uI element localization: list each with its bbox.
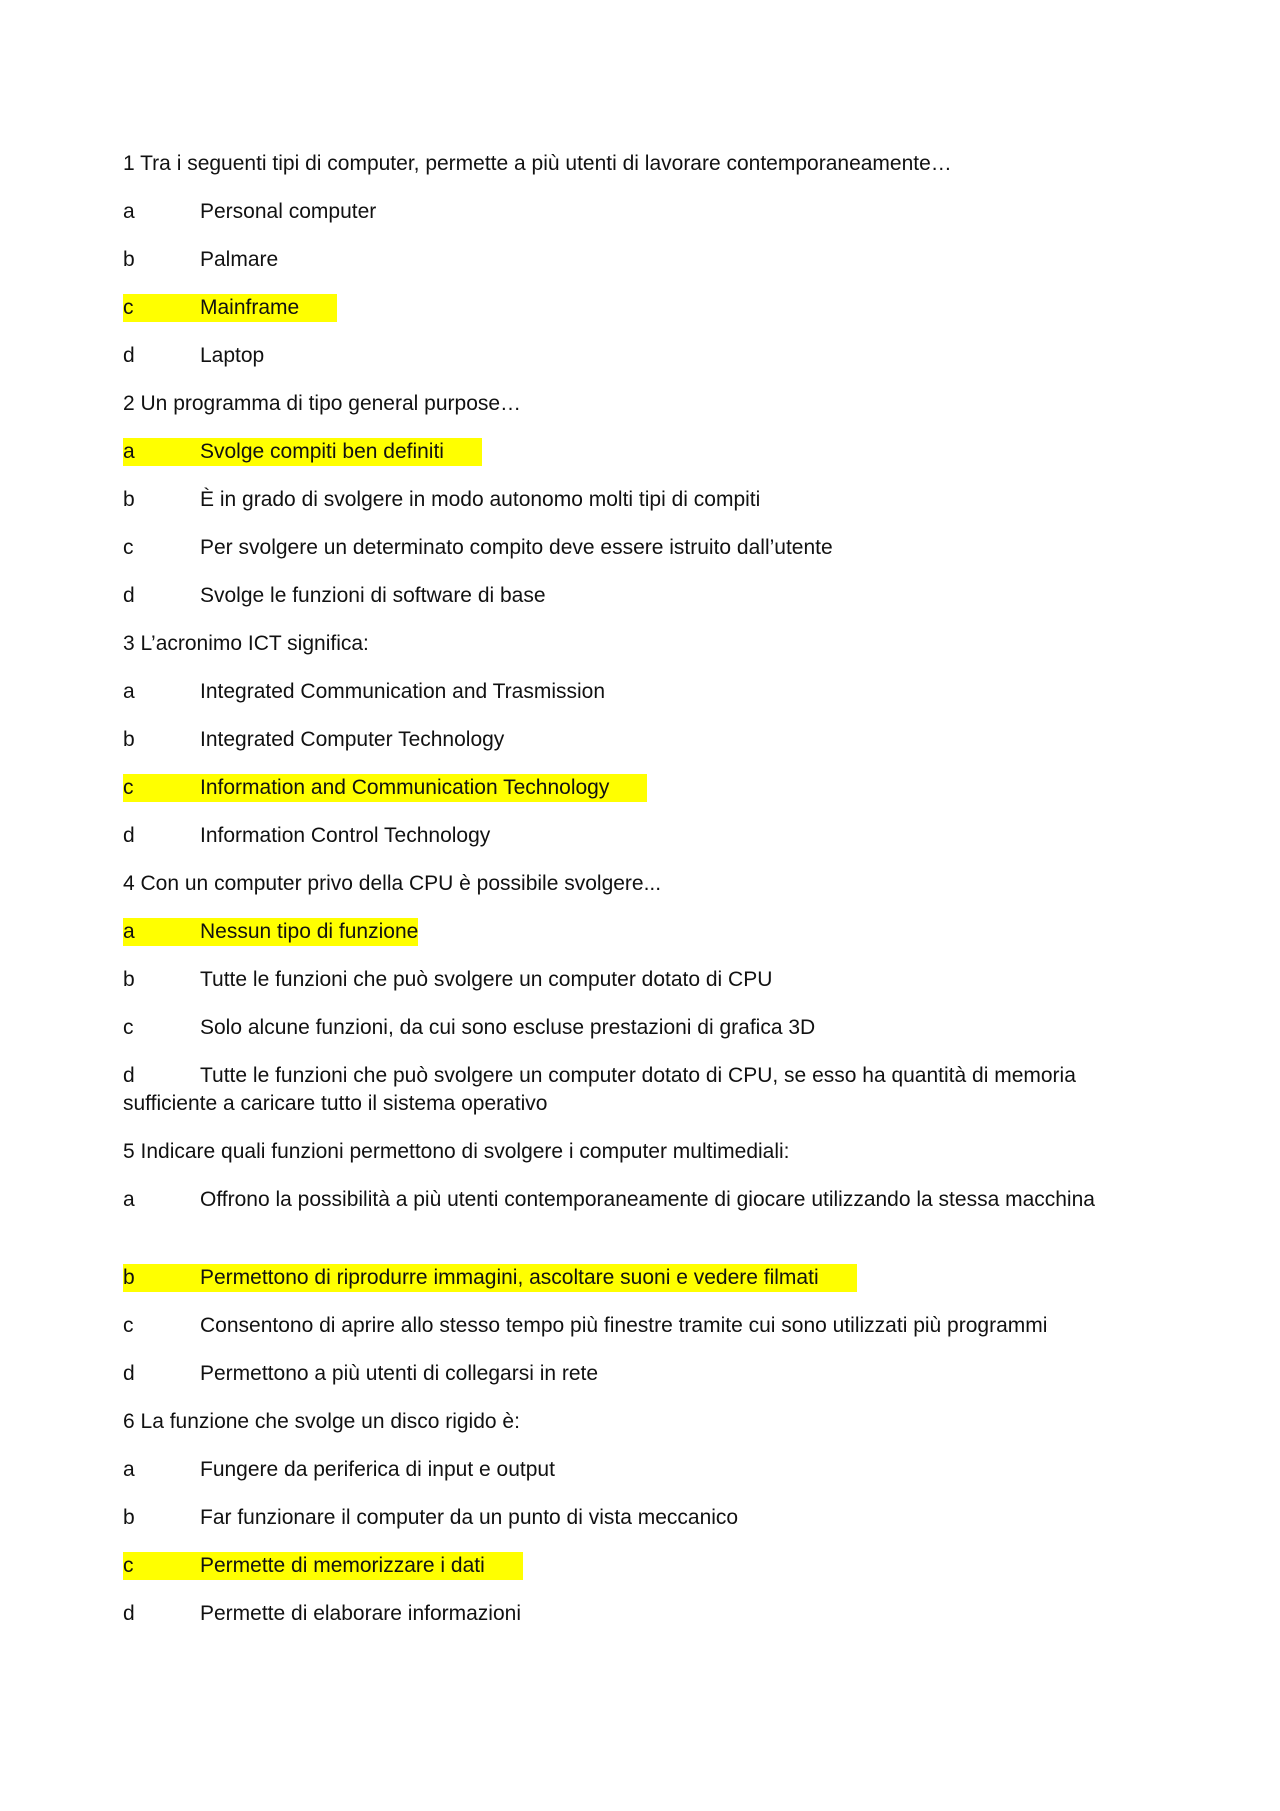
option-1d xyxy=(123,342,1153,370)
option-letter: a xyxy=(123,1188,135,1211)
option-letter: c xyxy=(123,1554,134,1577)
option-letter: b xyxy=(123,1506,135,1529)
option-text: Far funzionare il computer da un punto di vista meccanico xyxy=(200,1506,739,1529)
option-letter: c xyxy=(123,296,134,319)
option-letter: c xyxy=(123,1016,134,1039)
option-1b xyxy=(123,246,1153,274)
option-5b-highlighted xyxy=(123,1264,1153,1292)
option-text: Permettono di riprodurre immagini, ascoltare suoni e vedere filmati xyxy=(200,1266,819,1289)
option-letter: a xyxy=(123,200,135,223)
option-text: Information and Communication Technology xyxy=(200,776,610,799)
question-6: 6 La funzione che svolge un disco rigido è: xyxy=(123,1410,520,1433)
option-text: Permette di elaborare informazioni xyxy=(200,1602,521,1625)
option-3b xyxy=(123,726,1153,754)
option-4b xyxy=(123,966,1153,994)
option-text: Fungere da periferica di input e output xyxy=(200,1458,555,1481)
option-letter: d xyxy=(123,1064,135,1087)
option-text: Offrono la possibilità a più utenti contemporaneamente di giocare utilizzando la stessa macchina xyxy=(200,1188,1095,1211)
option-4d xyxy=(123,1062,1153,1118)
option-letter: a xyxy=(123,920,135,943)
option-letter: c xyxy=(123,536,134,559)
option-6a xyxy=(123,1456,1153,1484)
option-2b xyxy=(123,486,1153,514)
question-4: 4 Con un computer privo della CPU è possibile svolgere... xyxy=(123,872,662,895)
option-letter: b xyxy=(123,968,135,991)
option-text: Integrated Computer Technology xyxy=(200,728,505,751)
option-text: Consentono di aprire allo stesso tempo più finestre tramite cui sono utilizzati più programmi xyxy=(200,1314,1048,1337)
option-letter: d xyxy=(123,344,135,367)
option-2d xyxy=(123,582,1153,610)
option-text: Nessun tipo di funzione xyxy=(200,920,419,943)
option-text: Personal computer xyxy=(200,200,377,223)
option-4a-highlighted xyxy=(123,918,1153,946)
option-letter: d xyxy=(123,824,135,847)
option-letter: d xyxy=(123,1362,135,1385)
option-6d xyxy=(123,1600,1153,1628)
option-5d xyxy=(123,1360,1153,1388)
option-text: Tutte le funzioni che può svolgere un computer dotato di CPU, se esso ha quantità di memoria sufficiente a caricare tutto il sistema operativo xyxy=(123,1064,1076,1115)
option-text: Palmare xyxy=(200,248,279,271)
option-letter: c xyxy=(123,776,134,799)
option-2a-highlighted xyxy=(123,438,1153,466)
option-5a xyxy=(123,1186,1153,1214)
option-text: Svolge le funzioni di software di base xyxy=(200,584,546,607)
option-text: Laptop xyxy=(200,344,265,367)
question-2: 2 Un programma di tipo general purpose… xyxy=(123,392,522,415)
option-letter: a xyxy=(123,1458,135,1481)
option-letter: d xyxy=(123,1602,135,1625)
quiz-document xyxy=(123,150,1153,1648)
option-letter: c xyxy=(123,1314,134,1337)
option-text: Svolge compiti ben definiti xyxy=(200,440,444,463)
option-3c-highlighted xyxy=(123,774,1153,802)
option-letter: a xyxy=(123,680,135,703)
option-text: Information Control Technology xyxy=(200,824,491,847)
option-letter: b xyxy=(123,1266,135,1289)
question-1: 1 Tra i seguenti tipi di computer, permette a più utenti di lavorare contemporaneamente… xyxy=(123,152,952,175)
option-text: Per svolgere un determinato compito deve essere istruito dall’utente xyxy=(200,536,833,559)
option-6c-highlighted xyxy=(123,1552,1153,1580)
option-3d xyxy=(123,822,1153,850)
question-3: 3 L’acronimo ICT significa: xyxy=(123,632,369,655)
option-5c xyxy=(123,1312,1153,1340)
option-text: Solo alcune funzioni, da cui sono escluse prestazioni di grafica 3D xyxy=(200,1016,816,1039)
option-letter: d xyxy=(123,584,135,607)
option-6b xyxy=(123,1504,1153,1532)
option-text: Integrated Communication and Trasmission xyxy=(200,680,606,703)
option-3a xyxy=(123,678,1153,706)
option-4c xyxy=(123,1014,1153,1042)
question-5: 5 Indicare quali funzioni permettono di svolgere i computer multimediali: xyxy=(123,1140,790,1163)
option-text: Mainframe xyxy=(200,296,300,319)
option-1c-highlighted xyxy=(123,294,1153,322)
option-text: Permette di memorizzare i dati xyxy=(200,1554,485,1577)
option-text: È in grado di svolgere in modo autonomo molti tipi di compiti xyxy=(200,488,761,511)
option-2c xyxy=(123,534,1153,562)
option-letter: b xyxy=(123,248,135,271)
option-text: Tutte le funzioni che può svolgere un computer dotato di CPU xyxy=(200,968,773,991)
option-letter: a xyxy=(123,440,135,463)
option-1a xyxy=(123,198,1153,226)
option-letter: b xyxy=(123,488,135,511)
option-letter: b xyxy=(123,728,135,751)
option-text: Permettono a più utenti di collegarsi in rete xyxy=(200,1362,599,1385)
